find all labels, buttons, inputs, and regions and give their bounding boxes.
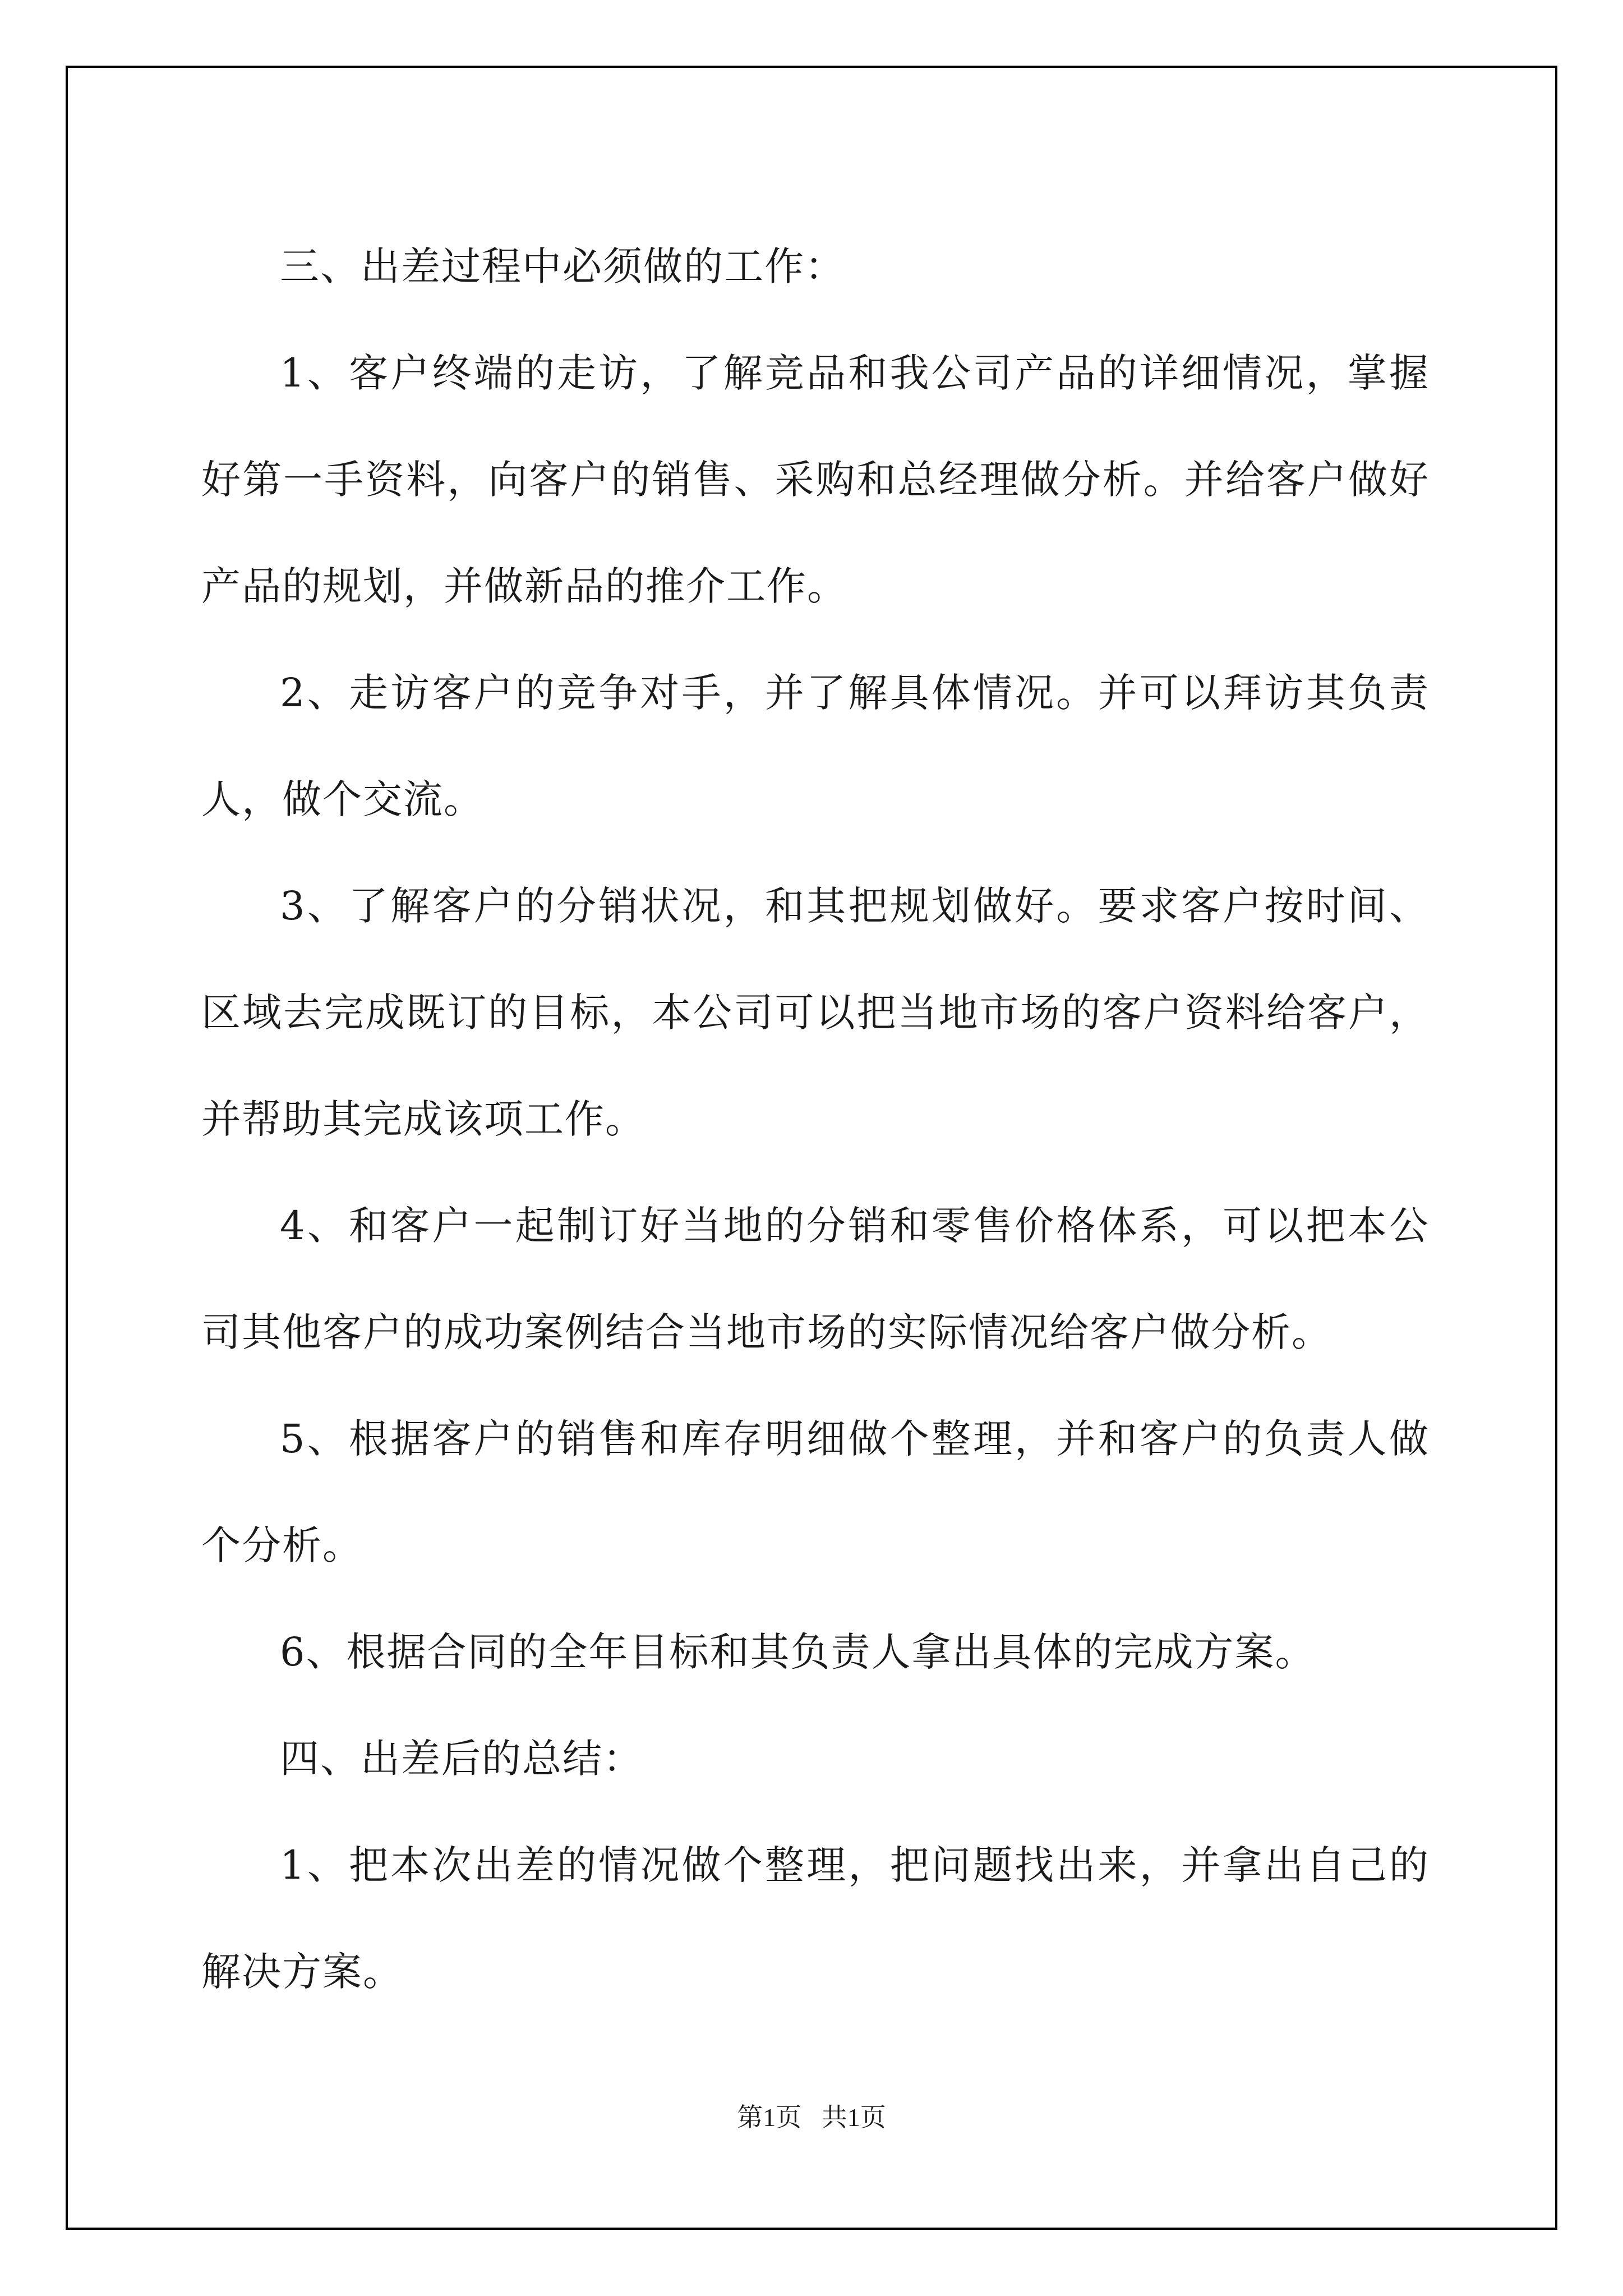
summary-item-1: 1、把本次出差的情况做个整理，把问题找出来，并拿出自己的解决方案。	[201, 1842, 1430, 1995]
paragraph-item-4: 4、和客户一起制订好当地的分销和零售价格体系，可以把本公司其他客户的成功案例结合当地市场的实际情况给客户做分析。	[201, 1203, 1430, 1355]
paragraph-item-1: 1、客户终端的走访，了解竞品和我公司产品的详细情况，掌握好第一手资料，向客户的销售、采购和总经理做分析。并给客户做好产品的规划，并做新品的推介工作。	[201, 350, 1430, 609]
document-body	[201, 213, 1430, 2025]
page-footer	[0, 2097, 1623, 2134]
section-heading-4: 四、出差后的总结：	[280, 1736, 643, 1782]
paragraph-item-5: 5、根据客户的销售和库存明细做个整理，并和客户的负责人做个分析。	[201, 1416, 1430, 1568]
paragraph-item-2: 2、走访客户的竞争对手，并了解具体情况。并可以拜访其负责人，做个交流。	[201, 670, 1430, 822]
page-number: 第1页	[737, 2103, 802, 2132]
paragraph-item-6: 6、根据合同的全年目标和其负责人拿出具体的完成方案。	[280, 1629, 1316, 1675]
paragraph-item-3: 3、了解客户的分销状况，和其把规划做好。要求客户按时间、区域去完成既订的目标，本公司可以把当地市场的客户资料给客户，并帮助其完成该项工作。	[201, 883, 1430, 1142]
page-total: 共1页	[821, 2103, 886, 2132]
section-heading-3: 三、出差过程中必须做的工作：	[280, 243, 845, 289]
